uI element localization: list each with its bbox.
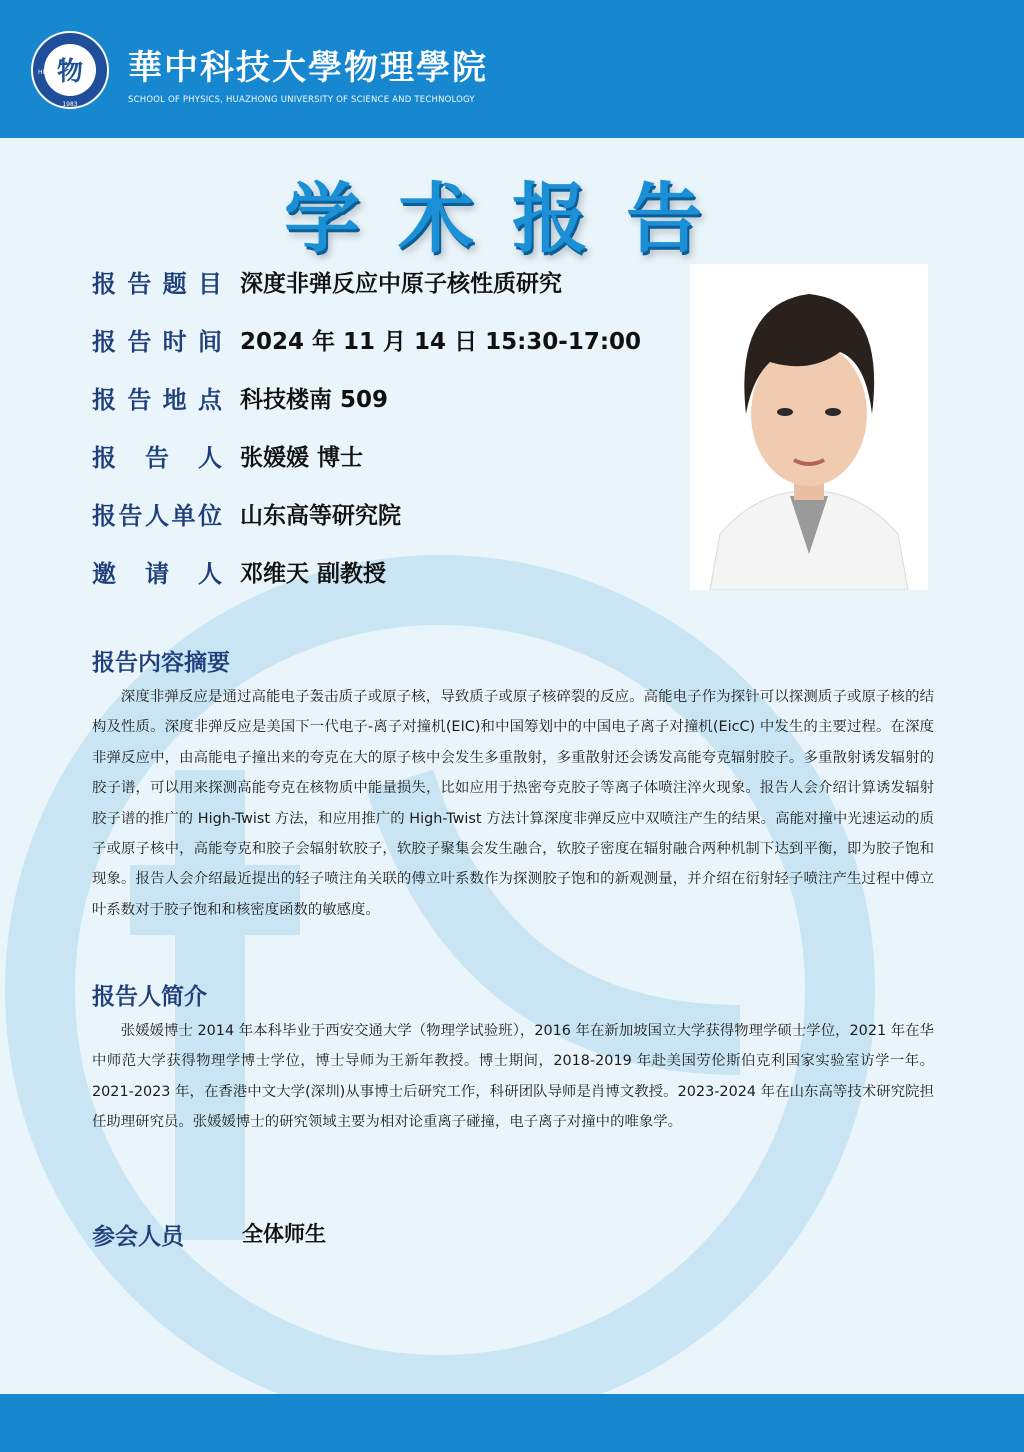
info-row-title bbox=[92, 264, 672, 322]
svg-text:物: 物 bbox=[56, 57, 84, 87]
bio-heading: 报告人简介 bbox=[92, 984, 207, 1010]
brand-block bbox=[128, 40, 488, 105]
talk-info bbox=[92, 264, 672, 612]
info-label: 报 告 人 单 位 bbox=[92, 502, 222, 530]
header-bar bbox=[0, 0, 1024, 138]
university-seal-icon bbox=[30, 30, 110, 110]
info-row-time bbox=[92, 322, 672, 380]
info-row-host bbox=[92, 554, 672, 612]
bio-text: 张媛媛博士 2014 年本科毕业于西安交通大学（物理学试验班），2016 年在新加坡国立大学获得物理学硕士学位，2021 年在华中师范大学获得物理学博士学位，博士导师为王新年教授。博士期间，2018-2019 年赴美国劳伦斯伯克利国家实验室访学一年。2021-2023 年，在香港中文大学(深圳)从事博士后研究工作，科研团队导师是肖博文教授。2023-2024 年在山东高等技术研究院担任助理研究员。张媛媛博士的研究领域主要为相对论重离子碰撞，电子离子对撞中的唯象学。 bbox=[92, 1023, 934, 1131]
svg-text:HUST: HUST bbox=[38, 69, 55, 76]
attendees-value: 全体师生 bbox=[242, 1222, 326, 1246]
speaker-value: 张媛媛 博士 bbox=[240, 445, 364, 471]
abstract-text: 深度非弹反应是通过高能电子轰击质子或原子核，导致质子或原子核碎裂的反应。高能电子作为探针可以探测质子或原子核的结构及性质。深度非弹反应是美国下一代电子-离子对撞机(EIC)和中国筹划中的中国电子离子对撞机(EicC) 中发生的主要过程。在深度非弹反应中，由高能电子撞出来的夸克在大的原子核中会发生多重散射，多重散射还会诱发高能夸克辐射胶子。多重散射诱发辐射的胶子谱，可以用来探测高能夸克在核物质中能量损失，比如应用于热密夸克胶子等离子体喷注淬火现象。报告人会介绍计算诱发辐射胶子谱的推广的 High-Twist 方法，和应用推广的 High-Twist 方法计算深度非弹反应中双喷注产生的结果。高能对撞中光速运动的质子或原子核中，高能夸克和胶子会辐射软胶子，软胶子聚集会发生融合，软胶子密度在辐射融合两种机制下达到平衡，即为胶子饱和现象。报告人会介绍最近提出的轻子喷注角关联的傅立叶系数作为探测胶子饱和的新观测量，并介绍在衍射轻子喷注产生过程中傅立叶系数对于胶子饱和和核密度函数的敏感度。 bbox=[92, 689, 934, 918]
talk-title-value: 深度非弹反应中原子核性质研究 bbox=[240, 271, 562, 297]
abstract-heading: 报告内容摘要 bbox=[92, 650, 230, 676]
info-label: 邀 请 人 bbox=[92, 560, 222, 588]
info-label: 报 告 人 bbox=[92, 444, 222, 472]
info-row-location bbox=[92, 380, 672, 438]
talk-time-value: 2024 年 11 月 14 日 15:30-17:00 bbox=[240, 329, 642, 355]
school-name-cn: 華中科技大學物理學院 bbox=[128, 48, 488, 88]
footer-bar bbox=[0, 1394, 1024, 1452]
info-label: 报 告 时 间 bbox=[92, 328, 222, 356]
attendees-label: 参会人员 bbox=[92, 1224, 184, 1250]
info-label: 报 告 地 点 bbox=[92, 386, 222, 414]
info-label: 报 告 题 目 bbox=[92, 270, 222, 298]
school-name-en: SCHOOL OF PHYSICS, HUAZHONG UNIVERSITY OF SCIENCE AND TECHNOLOGY bbox=[128, 95, 475, 105]
info-row-speaker bbox=[92, 438, 672, 496]
host-value: 邓维天 副教授 bbox=[240, 561, 387, 587]
speaker-photo bbox=[690, 264, 928, 590]
svg-text:1983: 1983 bbox=[62, 101, 78, 108]
page-title: 学术报告 bbox=[284, 174, 740, 263]
info-row-affiliation bbox=[92, 496, 672, 554]
talk-location-value: 科技楼南 509 bbox=[240, 387, 389, 413]
affiliation-value: 山东高等研究院 bbox=[240, 503, 401, 529]
